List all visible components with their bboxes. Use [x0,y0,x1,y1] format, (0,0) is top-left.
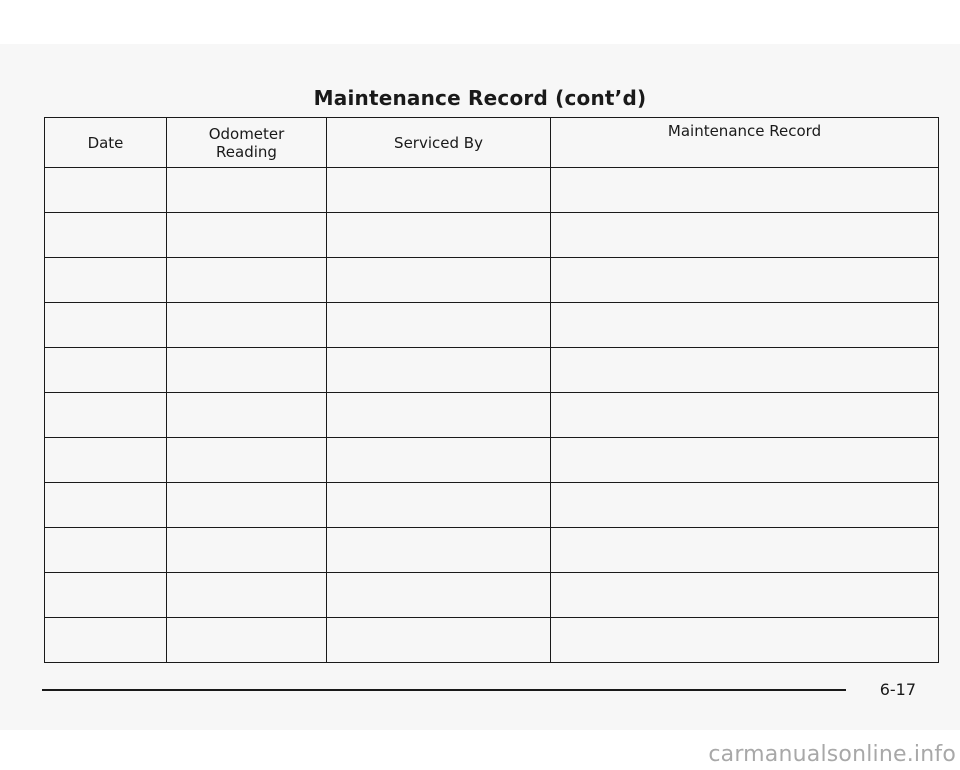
cell-odometer [167,483,327,528]
cell-odometer [167,528,327,573]
header-odometer-line2: Reading [216,142,277,161]
cell-date [45,393,167,438]
cell-serviced-by [327,483,551,528]
cell-date [45,348,167,393]
cell-odometer [167,348,327,393]
cell-date [45,213,167,258]
cell-odometer [167,213,327,258]
cell-maintenance [551,348,939,393]
cell-odometer [167,438,327,483]
cell-maintenance [551,573,939,618]
page-number: 6-17 [879,680,916,699]
cell-serviced-by [327,168,551,213]
cell-date [45,618,167,663]
cell-serviced-by [327,438,551,483]
maintenance-record-table [44,117,939,663]
cell-maintenance [551,528,939,573]
record-body [45,168,939,663]
cell-serviced-by [327,258,551,303]
table-row [45,573,939,618]
cell-date [45,528,167,573]
cell-date [45,483,167,528]
table-row [45,213,939,258]
cell-maintenance [551,303,939,348]
header-serviced-by: Serviced By [327,118,551,168]
table-row [45,393,939,438]
cell-maintenance [551,438,939,483]
table-row [45,528,939,573]
cell-maintenance [551,168,939,213]
cell-serviced-by [327,393,551,438]
cell-serviced-by [327,303,551,348]
cell-maintenance [551,213,939,258]
cell-date [45,573,167,618]
page-title: Maintenance Record (cont’d) [313,86,647,110]
table-row [45,303,939,348]
table-row [45,618,939,663]
header-maintenance-record: Maintenance Record [551,118,939,168]
cell-odometer [167,618,327,663]
cell-date [45,168,167,213]
cell-serviced-by [327,618,551,663]
cell-date [45,438,167,483]
header-odometer-reading [167,118,327,168]
cell-maintenance [551,483,939,528]
cell-serviced-by [327,348,551,393]
header-date: Date [45,118,167,168]
watermark-text: carmanualsonline.info [708,742,956,767]
cell-date [45,258,167,303]
table-row [45,438,939,483]
cell-maintenance [551,258,939,303]
header-row [45,118,939,168]
cell-serviced-by [327,528,551,573]
cell-date [45,303,167,348]
table-row [45,258,939,303]
cell-odometer [167,303,327,348]
table-row [45,348,939,393]
cell-odometer [167,393,327,438]
cell-odometer [167,573,327,618]
bottom-rule [42,689,846,691]
header-odometer-line1: Odometer [208,124,285,143]
cell-serviced-by [327,573,551,618]
cell-odometer [167,168,327,213]
cell-maintenance [551,618,939,663]
table-row [45,483,939,528]
table-row [45,168,939,213]
cell-serviced-by [327,213,551,258]
cell-maintenance [551,393,939,438]
cell-odometer [167,258,327,303]
